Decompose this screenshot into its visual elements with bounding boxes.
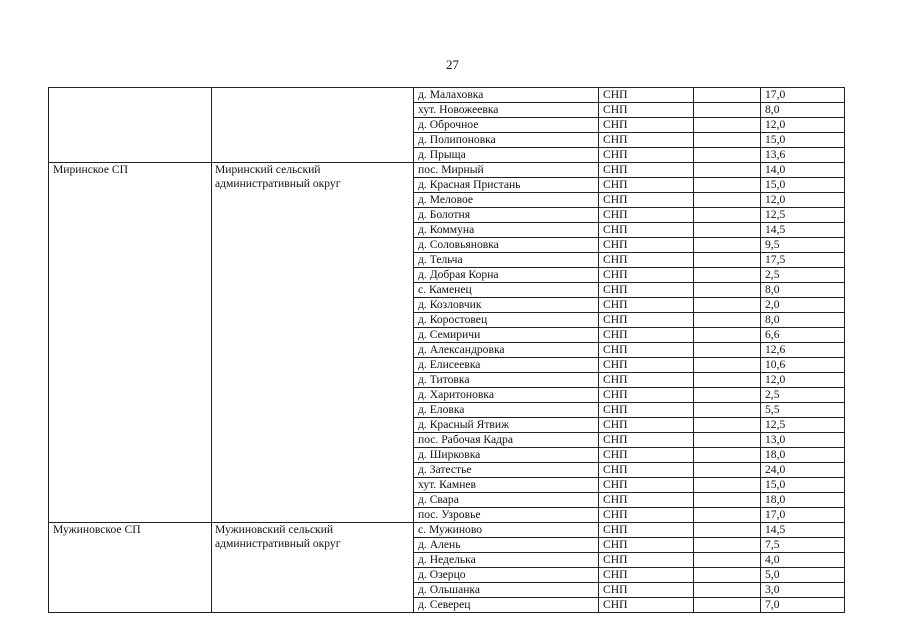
value-cell: 12,5 [761,208,845,223]
locality-cell: д. Меловое [414,193,599,208]
settlement-type-cell: СНП [599,598,694,613]
settlement-type-cell: СНП [599,448,694,463]
settlement-type-cell: СНП [599,268,694,283]
locality-cell: пос. Мирный [414,163,599,178]
locality-cell: д. Ольшанка [414,583,599,598]
empty-cell [694,568,761,583]
admin-district-cell: Миринский сельский административный округ [212,163,414,523]
settlement-type-cell: СНП [599,328,694,343]
locality-cell: д. Семиричи [414,328,599,343]
settlement-type-cell: СНП [599,493,694,508]
locality-cell: хут. Новожеевка [414,103,599,118]
value-cell: 13,0 [761,433,845,448]
settlement-type-cell: СНП [599,208,694,223]
empty-cell [694,148,761,163]
locality-cell: д. Соловьяновка [414,238,599,253]
settlement-name-cell: Мужиновское СП [49,523,212,613]
value-cell: 2,5 [761,268,845,283]
settlement-type-cell: СНП [599,238,694,253]
locality-cell: д. Козловчик [414,298,599,313]
empty-cell [694,238,761,253]
empty-cell [694,88,761,103]
locality-cell: д. Тельча [414,253,599,268]
settlement-type-cell: СНП [599,583,694,598]
value-cell: 14,0 [761,163,845,178]
empty-cell [694,373,761,388]
value-cell: 24,0 [761,463,845,478]
settlement-type-cell: СНП [599,568,694,583]
settlement-type-cell: СНП [599,553,694,568]
settlement-type-cell: СНП [599,358,694,373]
empty-cell [694,328,761,343]
settlement-type-cell: СНП [599,193,694,208]
value-cell: 12,0 [761,118,845,133]
empty-cell [694,508,761,523]
locality-cell: д. Затестье [414,463,599,478]
value-cell: 5,5 [761,403,845,418]
settlements-table-body [49,88,845,613]
value-cell: 6,6 [761,328,845,343]
locality-cell: д. Полипоновка [414,133,599,148]
locality-cell: д. Малаховка [414,88,599,103]
table-row [49,88,845,103]
page-number: 27 [446,57,459,72]
value-cell: 15,0 [761,133,845,148]
locality-cell: д. Коммуна [414,223,599,238]
empty-cell [694,133,761,148]
settlement-type-cell: СНП [599,88,694,103]
value-cell: 14,5 [761,523,845,538]
settlement-type-cell: СНП [599,418,694,433]
value-cell: 18,0 [761,493,845,508]
admin-district-cell: Мужиновский сельский административный округ [212,523,414,613]
empty-cell [694,388,761,403]
settlement-type-cell: СНП [599,298,694,313]
value-cell: 17,0 [761,88,845,103]
value-cell: 9,5 [761,238,845,253]
settlement-type-cell: СНП [599,433,694,448]
value-cell: 10,6 [761,358,845,373]
empty-cell [694,298,761,313]
settlement-type-cell: СНП [599,538,694,553]
empty-cell [694,118,761,133]
locality-cell: д. Озерцо [414,568,599,583]
empty-cell [694,523,761,538]
empty-cell [694,178,761,193]
settlement-type-cell: СНП [599,508,694,523]
locality-cell: пос. Рабочая Кадра [414,433,599,448]
settlement-type-cell: СНП [599,403,694,418]
empty-cell [694,103,761,118]
empty-cell [694,553,761,568]
value-cell: 17,0 [761,508,845,523]
value-cell: 7,5 [761,538,845,553]
settlement-name-cell: Миринское СП [49,163,212,523]
empty-cell [694,433,761,448]
locality-cell: д. Коростовец [414,313,599,328]
locality-cell: д. Харитоновка [414,388,599,403]
value-cell: 17,5 [761,253,845,268]
locality-cell: д. Оброчное [414,118,599,133]
settlement-type-cell: СНП [599,133,694,148]
empty-cell [694,163,761,178]
settlement-type-cell: СНП [599,223,694,238]
value-cell: 12,6 [761,343,845,358]
settlement-type-cell: СНП [599,463,694,478]
value-cell: 14,5 [761,223,845,238]
empty-cell [694,343,761,358]
value-cell: 3,0 [761,583,845,598]
empty-cell [694,418,761,433]
value-cell: 2,5 [761,388,845,403]
empty-cell [694,493,761,508]
settlement-type-cell: СНП [599,523,694,538]
value-cell: 8,0 [761,283,845,298]
locality-cell: д. Болотня [414,208,599,223]
value-cell: 15,0 [761,178,845,193]
settlement-type-cell: СНП [599,103,694,118]
empty-cell [694,208,761,223]
settlement-type-cell: СНП [599,343,694,358]
value-cell: 8,0 [761,313,845,328]
locality-cell: хут. Камнев [414,478,599,493]
empty-cell [694,463,761,478]
empty-cell [694,268,761,283]
value-cell: 18,0 [761,448,845,463]
settlement-type-cell: СНП [599,118,694,133]
locality-cell: д. Красная Пристань [414,178,599,193]
locality-cell: д. Красный Ятвиж [414,418,599,433]
admin-district-cell [212,88,414,163]
locality-cell: д. Неделька [414,553,599,568]
value-cell: 2,0 [761,298,845,313]
settlement-type-cell: СНП [599,478,694,493]
settlement-type-cell: СНП [599,373,694,388]
locality-cell: с. Мужиново [414,523,599,538]
locality-cell: д. Алень [414,538,599,553]
empty-cell [694,538,761,553]
locality-cell: с. Каменец [414,283,599,298]
value-cell: 7,0 [761,598,845,613]
value-cell: 5,0 [761,568,845,583]
settlement-type-cell: СНП [599,178,694,193]
settlement-type-cell: СНП [599,253,694,268]
locality-cell: пос. Узровье [414,508,599,523]
empty-cell [694,583,761,598]
locality-cell: д. Свара [414,493,599,508]
locality-cell: д. Елисеевка [414,358,599,373]
table-row [49,523,845,538]
settlement-name-cell [49,88,212,163]
value-cell: 13,6 [761,148,845,163]
locality-cell: д. Александровка [414,343,599,358]
value-cell: 12,5 [761,418,845,433]
value-cell: 12,0 [761,193,845,208]
empty-cell [694,478,761,493]
settlements-table [48,87,845,613]
empty-cell [694,223,761,238]
empty-cell [694,448,761,463]
value-cell: 4,0 [761,553,845,568]
settlement-type-cell: СНП [599,148,694,163]
empty-cell [694,193,761,208]
empty-cell [694,283,761,298]
locality-cell: д. Ширковка [414,448,599,463]
value-cell: 12,0 [761,373,845,388]
value-cell: 8,0 [761,103,845,118]
settlement-type-cell: СНП [599,283,694,298]
locality-cell: д. Прыща [414,148,599,163]
settlement-type-cell: СНП [599,388,694,403]
locality-cell: д. Добрая Корна [414,268,599,283]
empty-cell [694,403,761,418]
locality-cell: д. Северец [414,598,599,613]
empty-cell [694,253,761,268]
locality-cell: д. Титовка [414,373,599,388]
value-cell: 15,0 [761,478,845,493]
empty-cell [694,358,761,373]
locality-cell: д. Еловка [414,403,599,418]
empty-cell [694,598,761,613]
empty-cell [694,313,761,328]
settlement-type-cell: СНП [599,313,694,328]
table-row [49,163,845,178]
settlement-type-cell: СНП [599,163,694,178]
